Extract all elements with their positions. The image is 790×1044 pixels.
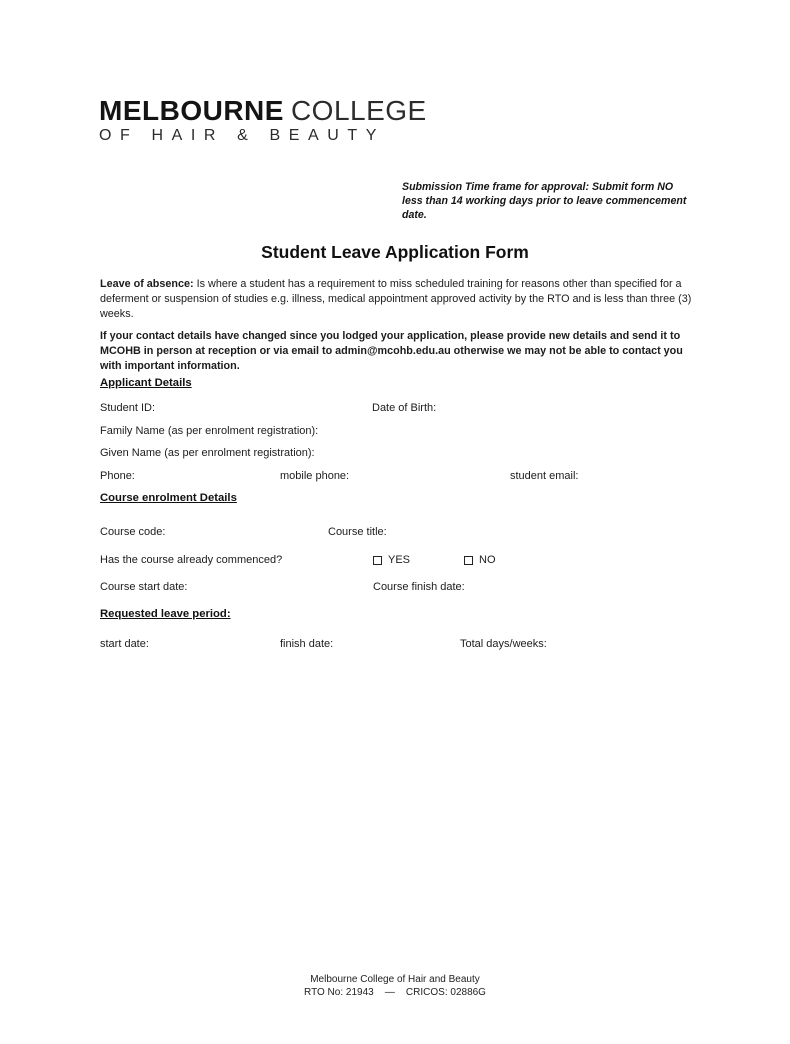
yes-label: YES bbox=[388, 554, 411, 566]
yes-option bbox=[373, 554, 410, 566]
course-start-date-label: Course start date: bbox=[100, 581, 188, 593]
logo-name bbox=[99, 96, 427, 126]
course-finish-date-label: Course finish date: bbox=[373, 581, 465, 593]
family-name-label: Family Name (as per enrolment registration): bbox=[100, 425, 319, 437]
page-footer bbox=[0, 973, 790, 999]
leave-start-date-label: start date: bbox=[100, 638, 149, 650]
requested-leave-heading: Requested leave period: bbox=[100, 608, 231, 620]
no-checkbox[interactable] bbox=[464, 556, 473, 565]
student-id-label: Student ID: bbox=[100, 402, 156, 414]
page-title: Student Leave Application Form bbox=[261, 242, 529, 262]
mobile-phone-label: mobile phone: bbox=[280, 470, 350, 482]
logo-subline: OF HAIR & BEAUTY bbox=[99, 127, 386, 144]
course-dates-row bbox=[100, 581, 694, 596]
leave-of-absence-text: Is where a student has a requirement to miss scheduled training for reasons other than specified for a deferment or suspension of studies e.g. illness, medical appointment approved activity by the RTO and is less than three (3) weeks. bbox=[100, 278, 692, 320]
yes-checkbox[interactable] bbox=[373, 556, 382, 565]
course-enrolment-heading: Course enrolment Details bbox=[100, 492, 237, 504]
footer-college-name: Melbourne College of Hair and Beauty bbox=[310, 974, 480, 985]
no-option bbox=[464, 554, 496, 566]
phone-label: Phone: bbox=[100, 470, 135, 482]
no-label: NO bbox=[479, 554, 496, 566]
given-name-label: Given Name (as per enrolment registration): bbox=[100, 447, 315, 459]
leave-of-absence-label: Leave of absence: bbox=[100, 278, 194, 290]
course-commenced-row bbox=[100, 554, 694, 569]
logo-name-bold: MELBOURNE bbox=[99, 95, 284, 126]
footer-registration-numbers: RTO No: 21943 — CRICOS: 02886G bbox=[304, 987, 486, 998]
course-commenced-label: Has the course already commenced? bbox=[100, 554, 283, 566]
leave-period-row bbox=[100, 638, 694, 653]
submission-timeframe-note: Submission Time frame for approval: Submit form NO less than 14 working days prior to leave commencement date. bbox=[402, 181, 687, 221]
leave-finish-date-label: finish date: bbox=[280, 638, 334, 650]
leave-of-absence-paragraph bbox=[100, 277, 694, 322]
contact-change-notice: If your contact details have changed since you lodged your application, please provide new details and send it to MCOHB in person at reception or via email to admin@mcohb.edu.au otherwise we may not be able to contact you with important information. bbox=[100, 330, 683, 372]
family-name-row bbox=[100, 425, 694, 440]
date-of-birth-label: Date of Birth: bbox=[372, 402, 437, 414]
given-name-row bbox=[100, 447, 694, 462]
course-code-label: Course code: bbox=[100, 526, 166, 538]
course-code-row bbox=[100, 526, 694, 541]
college-logo bbox=[99, 96, 427, 145]
applicant-details-heading: Applicant Details bbox=[100, 377, 192, 389]
course-title-label: Course title: bbox=[328, 526, 387, 538]
student-email-label: student email: bbox=[510, 470, 579, 482]
total-days-weeks-label: Total days/weeks: bbox=[460, 638, 547, 650]
phone-row bbox=[100, 470, 694, 485]
student-id-dob-row bbox=[100, 402, 694, 417]
logo-name-light: COLLEGE bbox=[290, 95, 427, 126]
